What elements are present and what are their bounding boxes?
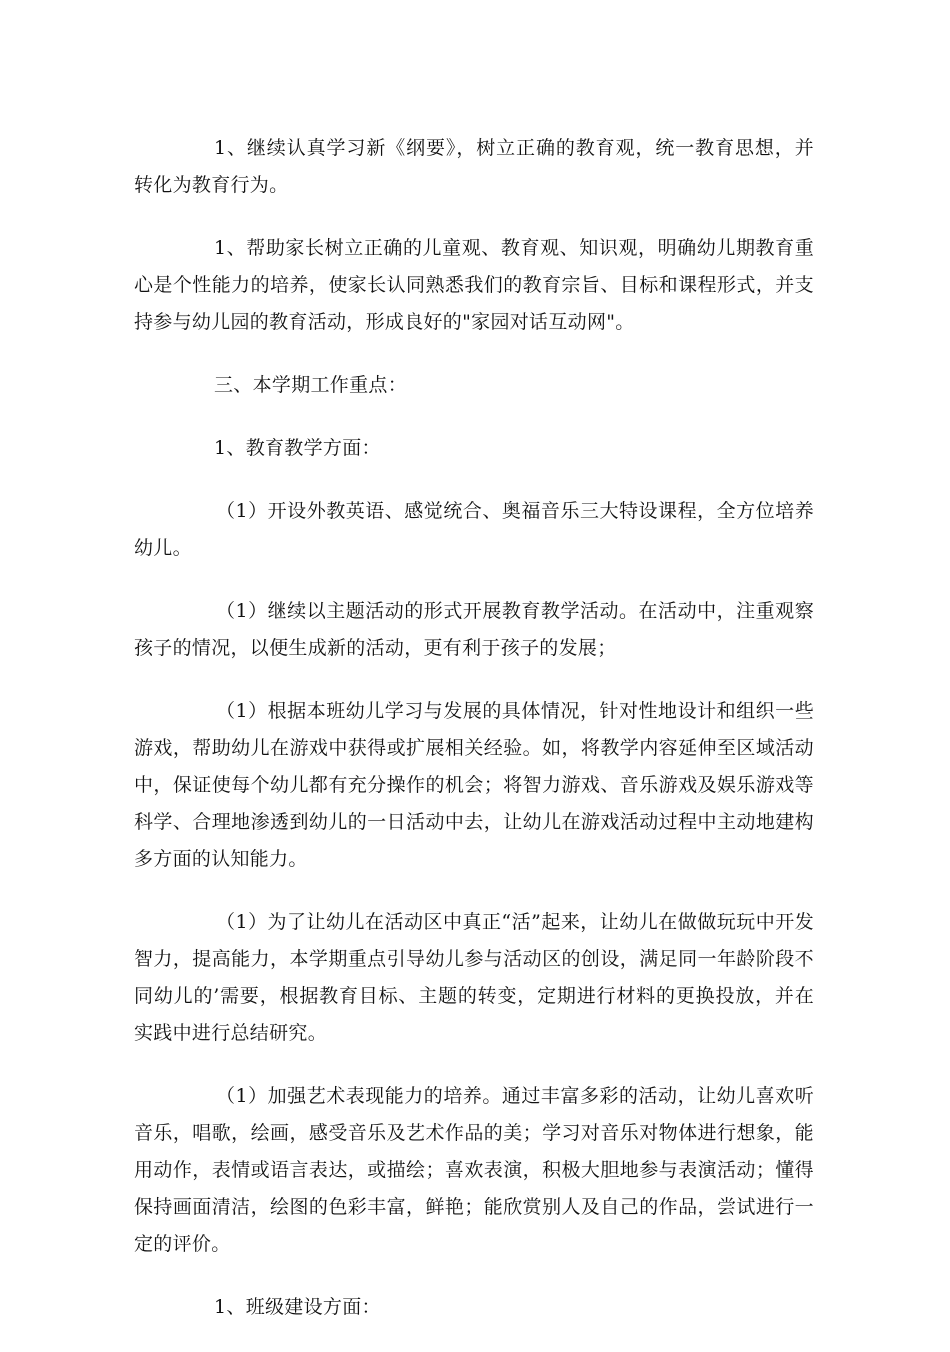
paragraph-study-outline: 1、继续认真学习新《纲要》，树立正确的教育观，统一教育思想，并转化为教育行为。 (134, 137, 814, 196)
section-heading-focus: 三、本学期工作重点： (214, 374, 408, 396)
paragraph-parent-guidance: 1、帮助家长树立正确的儿童观、教育观、知识观，明确幼儿期教育重心是个性能力的培养，使家长认同熟悉我们的教育宗旨、目标和课程形式，并支持参与幼儿园的教育活动，形成良好的"家园对话互动网"。 (134, 237, 814, 333)
subheading-class-building: 1、班级建设方面： (214, 1296, 381, 1318)
paragraph-art-expression: （1）加强艺术表现能力的培养。通过丰富多彩的活动，让幼儿喜欢听音乐，唱歌，绘画，感受音乐及艺术作品的美；学习对音乐对物体进行想象，能用动作，表情或语言表达，或描绘；喜欢表演，积极大胆地参与表演活动；懂得保持画面清洁，绘图的色彩丰富，鲜艳；能欣赏别人及自己的作品，尝试进行一定的评价。 (134, 1085, 814, 1255)
paragraph-special-courses: （1）开设外教英语、感觉统合、奥福音乐三大特设课程，全方位培养幼儿。 (134, 500, 814, 559)
document-body (134, 130, 814, 1352)
paragraph-games: （1）根据本班幼儿学习与发展的具体情况，针对性地设计和组织一些游戏，帮助幼儿在游戏中获得或扩展相关经验。如，将教学内容延伸至区域活动中，保证使每个幼儿都有充分操作的机会；将智力游戏、音乐游戏及娱乐游戏等科学、合理地渗透到幼儿的一日活动中去，让幼儿在游戏活动过程中主动地建构多方面的认知能力。 (134, 700, 814, 870)
subheading-teaching: 1、教育教学方面： (214, 437, 381, 459)
paragraph-activity-areas: （1）为了让幼儿在活动区中真正“活”起来，让幼儿在做做玩玩中开发智力，提高能力，本学期重点引导幼儿参与活动区的创设，满足同一年龄阶段不同幼儿的’需要，根据教育目标、主题的转变，定期进行材料的更换投放，并在实践中进行总结研究。 (134, 911, 814, 1044)
paragraph-theme-activities: （1）继续以主题活动的形式开展教育教学活动。在活动中，注重观察孩子的情况，以便生成新的活动，更有利于孩子的发展； (134, 600, 814, 659)
